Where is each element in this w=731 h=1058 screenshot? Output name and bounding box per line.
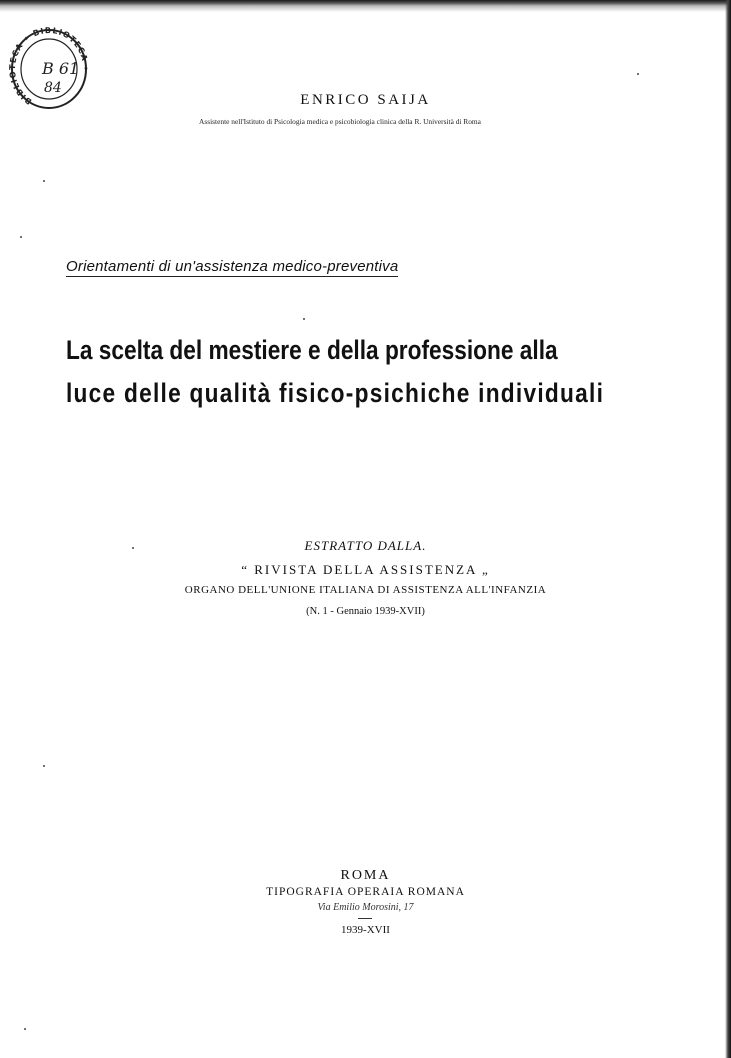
- main-title-line-2: luce delle qualità fisico-psichiche individuali: [66, 378, 605, 408]
- scan-speck: [43, 765, 45, 767]
- imprint-divider: [358, 918, 372, 919]
- stamp-shelfmark-1: B 61: [42, 59, 80, 78]
- scan-top-edge: [0, 0, 731, 12]
- scan-speck: [24, 1028, 26, 1030]
- library-stamp: [8, 26, 90, 116]
- imprint-address: Via Emilio Morosini, 17: [317, 902, 414, 913]
- svg-text:BIBLIOTECA • BIBLIOTECA •: BIBLIOTECA • BIBLIOTECA •: [8, 26, 90, 107]
- main-title-line-1: La scelta del mestiere e della professione alla: [66, 335, 558, 365]
- extract-label: ESTRATTO DALLA.: [304, 538, 427, 553]
- journal-name: “ RIVISTA DELLA ASSISTENZA „: [241, 562, 490, 577]
- stamp-shelfmark-2: 84: [44, 80, 62, 96]
- extract-label-text: ESTRATTO DALLA: [304, 538, 423, 553]
- imprint-printer: TIPOGRAFIA OPERAIA ROMANA: [266, 886, 465, 898]
- journal-issue: (N. 1 - Gennaio 1939-XVII): [306, 606, 425, 617]
- scan-speck: [303, 318, 305, 320]
- scan-speck: [43, 180, 45, 182]
- imprint-city: ROMA: [340, 868, 391, 883]
- series-title: Orientamenti di un'assistenza medico-preventiva: [66, 258, 399, 275]
- scan-speck: [132, 547, 134, 549]
- imprint-year: 1939-XVII: [341, 924, 390, 936]
- author-affiliation: Assistente nell'Istituto di Psicologia medica e psicobiologia clinica della R. Università di Roma: [199, 117, 481, 126]
- scan-speck: [637, 73, 639, 75]
- scan-right-edge: [725, 0, 731, 1058]
- author-name: ENRICO SAIJA: [300, 92, 431, 108]
- journal-organ: ORGANO DELL'UNIONE ITALIANA DI ASSISTENZA ALL'INFANZIA: [184, 584, 547, 596]
- scan-speck: [20, 236, 22, 238]
